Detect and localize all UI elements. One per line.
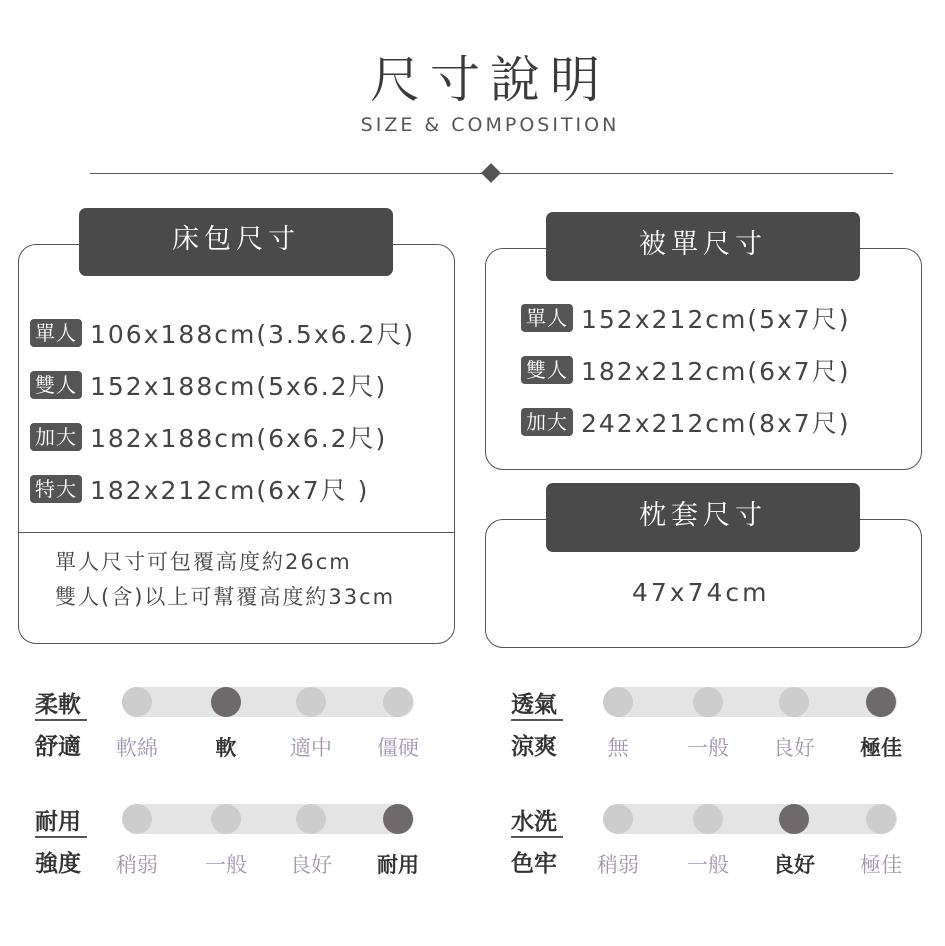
- size-value: 106x188cm(3.5x6.2尺): [90, 320, 416, 349]
- rating-dot: [866, 804, 896, 834]
- duvet-tab: 被單尺寸: [546, 212, 860, 281]
- rating-track: [603, 804, 897, 834]
- pillowcase-size: 47x74cm: [632, 578, 770, 607]
- rating-label-top: 水洗: [511, 809, 557, 835]
- rating-dot: [383, 687, 413, 717]
- rating-dot: [779, 687, 809, 717]
- divider-diamond-icon: [481, 163, 501, 183]
- rating-level-label: 耐用: [377, 853, 419, 877]
- page-subtitle: SIZE & COMPOSITION: [360, 114, 620, 136]
- fitted-sheet-tab: 床包尺寸: [79, 208, 393, 276]
- rating-level-label: 極佳: [860, 853, 902, 877]
- fitted-size-row: [30, 315, 415, 351]
- fitted-note: 雙人(含)以上可幫覆高度約33cm: [55, 585, 396, 609]
- rating-dot: [693, 804, 723, 834]
- rating-label-bottom: 強度: [35, 851, 81, 877]
- rating-dot: [603, 804, 633, 834]
- rating-label-top: 柔軟: [35, 692, 81, 718]
- rating-level-label: 一般: [687, 736, 729, 760]
- rating-label-underline: [35, 719, 87, 721]
- fitted-note: 單人尺寸可包覆高度約26cm: [55, 550, 352, 574]
- rating-level-label: 良好: [773, 853, 815, 877]
- rating-level-label: 軟綿: [116, 736, 158, 760]
- rating-level-label: 僵硬: [377, 736, 419, 760]
- size-value: 182x212cm(6x7尺): [581, 357, 851, 386]
- rating-level-label: 無: [607, 736, 629, 760]
- rating-dot: [211, 804, 241, 834]
- size-badge: 加大: [30, 423, 82, 451]
- duvet-size-row: [521, 352, 850, 388]
- rating-dot-selected: [779, 804, 809, 834]
- rating-label-bottom: 涼爽: [511, 734, 557, 760]
- size-value: 242x212cm(8x7尺): [581, 409, 851, 438]
- pillowcase-tab: 枕套尺寸: [546, 483, 860, 552]
- size-value: 182x212cm(6x7尺 ): [90, 476, 370, 505]
- fitted-size-row: [30, 471, 369, 507]
- rating-label-underline: [511, 719, 563, 721]
- rating-level-label: 適中: [290, 736, 332, 760]
- rating-dot: [603, 687, 633, 717]
- rating-dot-selected: [866, 687, 896, 717]
- rating-dot: [693, 687, 723, 717]
- size-badge: 單人: [30, 319, 82, 347]
- rating-track: [122, 687, 414, 717]
- rating-level-label: 良好: [290, 853, 332, 877]
- rating-level-label: 軟: [215, 736, 237, 760]
- size-badge: 單人: [521, 304, 573, 332]
- size-value: 152x188cm(5x6.2尺): [90, 372, 388, 401]
- rating-dot: [122, 804, 152, 834]
- rating-track: [122, 804, 414, 834]
- rating-track: [603, 687, 897, 717]
- rating-label-bottom: 舒適: [35, 734, 81, 760]
- page-title: 尺寸說明: [370, 51, 610, 109]
- rating-dot: [296, 804, 326, 834]
- duvet-size-row: [521, 300, 850, 336]
- rating-level-label: 稍弱: [597, 853, 639, 877]
- size-badge: 特大: [30, 475, 82, 503]
- duvet-size-row: [521, 404, 850, 440]
- fitted-size-row: [30, 419, 387, 455]
- rating-dot-selected: [211, 687, 241, 717]
- rating-level-label: 稍弱: [116, 853, 158, 877]
- rating-level-label: 極佳: [860, 736, 902, 760]
- rating-label-top: 耐用: [35, 809, 81, 835]
- rating-dot: [122, 687, 152, 717]
- rating-label-underline: [35, 836, 87, 838]
- size-value: 152x212cm(5x7尺): [581, 305, 851, 334]
- rating-level-label: 一般: [687, 853, 729, 877]
- fitted-sheet-separator: [18, 532, 455, 533]
- size-badge: 雙人: [30, 371, 82, 399]
- rating-label-top: 透氣: [511, 692, 557, 718]
- fitted-size-row: [30, 367, 387, 403]
- rating-dot-selected: [383, 804, 413, 834]
- rating-level-label: 一般: [205, 853, 247, 877]
- size-badge: 加大: [521, 408, 573, 436]
- size-value: 182x188cm(6x6.2尺): [90, 424, 388, 453]
- rating-level-label: 良好: [773, 736, 815, 760]
- size-badge: 雙人: [521, 356, 573, 384]
- rating-label-underline: [511, 836, 563, 838]
- rating-dot: [296, 687, 326, 717]
- rating-label-bottom: 色牢: [511, 851, 557, 877]
